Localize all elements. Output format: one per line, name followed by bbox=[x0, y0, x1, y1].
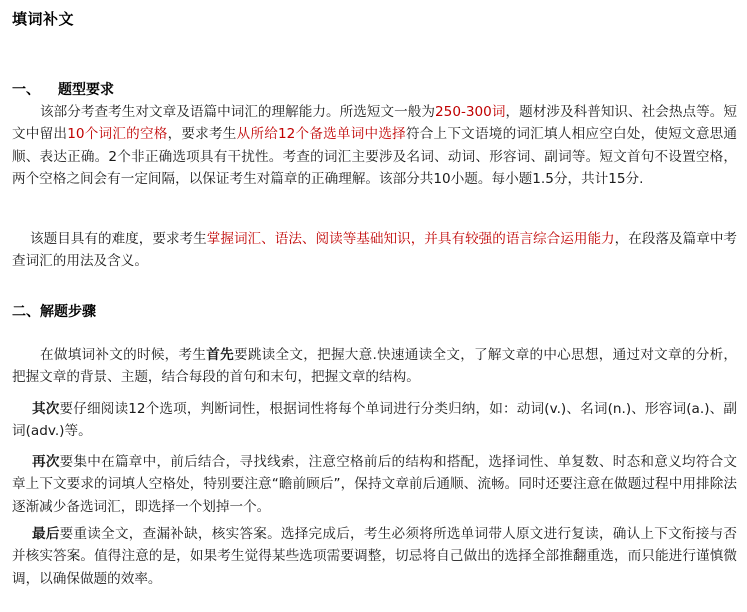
steps-paragraph-first bbox=[12, 344, 737, 389]
highlight-blanks: 10个词汇的空格 bbox=[67, 126, 168, 143]
text-run: 在做填词补文的时候，考生 bbox=[40, 347, 207, 363]
text-run: 要集中在篇章中，前后结合，寻找线索，注意空格前后的结构和搭配，选择词性、单复数、时态和意义均符合文章上下文要求的词填人空格处，特别要注意“瞻前顾后”，保持文章前后通顺、流畅。同时还要注意在做题过程中用排除法逐渐减少备选词汇，即选择一个划掉一个。 bbox=[12, 454, 737, 515]
document-title: 填词补文 bbox=[12, 10, 75, 28]
keyword-first: 首先 bbox=[206, 347, 234, 363]
highlight-skills: 掌握词汇、语法、阅读等基础知识，并具有较强的语言综合运用能力 bbox=[206, 231, 615, 247]
text-run: ，要求考生 bbox=[167, 126, 237, 143]
text-run: 要重读全文，查漏补缺，核实答案。选择完成后，考生必须将所选单词带人原文进行复读，确认上下文衔接与否并核实答案。值得注意的是，如果考生觉得某些选项需要调整，切忌将自己做出的选择全部推翻重选，而只能进行谨慎微调，以确保做题的效率。 bbox=[12, 526, 737, 587]
section-heading-requirements bbox=[12, 79, 114, 99]
text-run: 该题目具有的难度，要求考生 bbox=[30, 231, 207, 247]
section-heading-steps: 二、解题步骤 bbox=[12, 304, 96, 320]
text-run: 要仔细阅读12个选项，判断词性，根据词性将每个单词进行分类归纳，如：动词(v.)、名词(n.)、形容词(a.)、副词(adv.)等。 bbox=[12, 401, 738, 440]
keyword-last: 最后 bbox=[32, 526, 60, 542]
highlight-word-count: 250-300词 bbox=[435, 104, 506, 120]
steps-paragraph-second bbox=[12, 398, 737, 443]
highlight-choices: 从所给12个备选单词中选择 bbox=[236, 126, 406, 143]
requirements-paragraph-2 bbox=[12, 228, 737, 273]
text-run: ，在段落及篇章中考查词汇的用法及含义。 bbox=[12, 231, 738, 270]
text-run: ，题材涉及科普知识、社会热点等。短文中留出 bbox=[12, 104, 737, 143]
section-title: 题型要求 bbox=[58, 82, 114, 98]
steps-paragraph-third bbox=[12, 451, 737, 518]
text-run: 符合上下文语境的词汇填人相应空白处，使短文意思通顺、表达正确。2个非正确选项具有干扰性。考查的词汇主要涉及名词、动词、形容词、副词等。短文首句不设置空格，两个空格之间会有一定间隔，以保证考生对篇章的正确理解。该部分共10小题。每小题1.5分，共计15分. bbox=[12, 126, 738, 188]
keyword-third: 再次 bbox=[32, 454, 60, 470]
section-number: 一、 bbox=[12, 82, 40, 98]
keyword-second: 其次 bbox=[32, 401, 60, 417]
text-run: 要跳读全文，把握大意.快速通读全文，了解文章的中心思想，通过对文章的分析，把握文章的背景、主题，结合每段的首句和末句，把握文章的结构。 bbox=[12, 347, 738, 386]
text-run: 该部分考查考生对文章及语篇中词汇的理解能力。所选短文一般为 bbox=[40, 104, 436, 120]
requirements-paragraph-1 bbox=[12, 101, 737, 191]
steps-paragraph-last bbox=[12, 523, 737, 590]
